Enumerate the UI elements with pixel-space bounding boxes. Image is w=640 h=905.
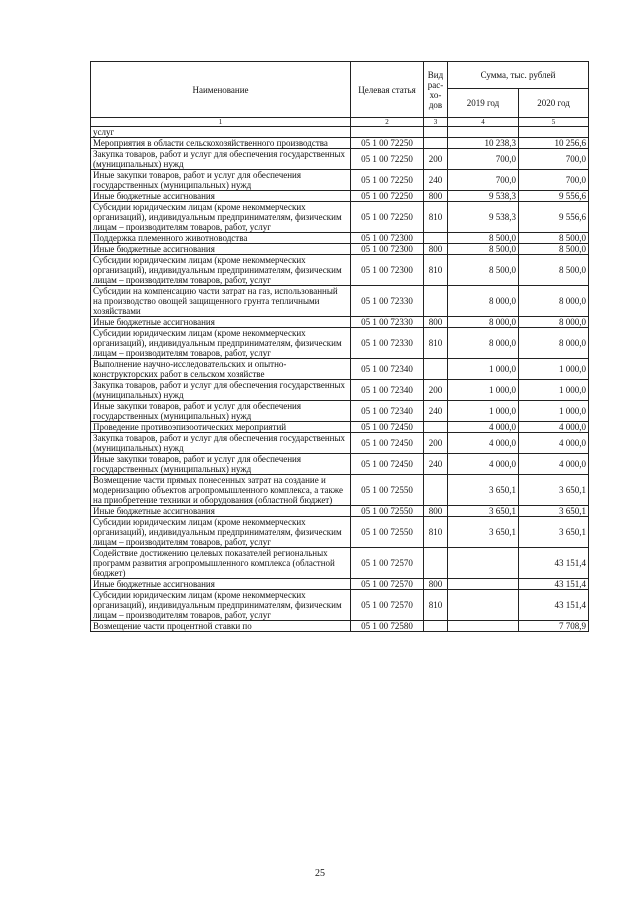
row-target-code: 05 1 00 72330: [351, 286, 424, 317]
table-row: [91, 191, 589, 202]
row-sum-2020: 1 000,0: [519, 380, 589, 401]
column-number: 2: [351, 118, 424, 127]
table-row: [91, 255, 589, 286]
row-sum-2019: 4 000,0: [448, 433, 519, 454]
row-target-code: 05 1 00 72250: [351, 149, 424, 170]
row-sum-2020: 8 000,0: [519, 328, 589, 359]
row-sum-2020: 4 000,0: [519, 454, 589, 475]
page-number: 25: [315, 868, 325, 879]
row-sum-2019: 10 238,3: [448, 138, 519, 149]
table-row: [91, 317, 589, 328]
row-name: Закупка товаров, работ и услуг для обеспечения государственных (муниципальных) нужд: [91, 149, 351, 170]
row-sum-2019: 8 500,0: [448, 244, 519, 255]
row-sum-2020: 43 151,4: [519, 579, 589, 590]
row-sum-2020: 8 000,0: [519, 317, 589, 328]
row-sum-2019: 3 650,1: [448, 517, 519, 548]
budget-table-page: [90, 61, 588, 632]
row-sum-2019: 1 000,0: [448, 359, 519, 380]
table-row: [91, 621, 589, 632]
row-sum-2020: 700,0: [519, 149, 589, 170]
row-expense-type: [424, 359, 448, 380]
row-target-code: 05 1 00 72450: [351, 454, 424, 475]
row-target-code: 05 1 00 72550: [351, 506, 424, 517]
header-name: Наименование: [91, 62, 351, 118]
table-row: [91, 380, 589, 401]
row-expense-type: [424, 475, 448, 506]
row-sum-2020: 9 556,6: [519, 191, 589, 202]
row-target-code: 05 1 00 72250: [351, 191, 424, 202]
row-sum-2019: 700,0: [448, 149, 519, 170]
budget-table: [90, 61, 589, 632]
row-target-code: 05 1 00 72450: [351, 433, 424, 454]
row-sum-2020: [519, 127, 589, 138]
row-name: Субсидии юридическим лицам (кроме некоммерческих организаций), индивидуальным предпринимателям, физическим лицам – производителям товаров, работ, услуг: [91, 255, 351, 286]
table-header: [91, 62, 589, 127]
table-row: [91, 548, 589, 579]
header-vid-line: дов: [428, 99, 443, 110]
row-target-code: 05 1 00 72340: [351, 380, 424, 401]
row-target-code: 05 1 00 72300: [351, 255, 424, 286]
table-row: [91, 454, 589, 475]
row-name: Субсидии на компенсацию части затрат на газ, использованный на производство овощей защищенного грунта тепличными хозяйствами: [91, 286, 351, 317]
row-sum-2019: 8 500,0: [448, 255, 519, 286]
row-expense-type: 240: [424, 401, 448, 422]
row-sum-2019: [448, 579, 519, 590]
row-target-code: [351, 127, 424, 138]
row-expense-type: [424, 422, 448, 433]
row-name: Выполнение научно-исследовательских и опытно-конструкторских работ в сельском хозяйстве: [91, 359, 351, 380]
row-expense-type: [424, 621, 448, 632]
row-expense-type: 200: [424, 380, 448, 401]
row-expense-type: 800: [424, 244, 448, 255]
row-sum-2019: 8 000,0: [448, 317, 519, 328]
table-row: [91, 579, 589, 590]
row-name: Возмещение части прямых понесенных затрат на создание и модернизацию объектов агропромышленного комплекса, а также на приобретение техники и оборудования (областной бюджет): [91, 475, 351, 506]
row-target-code: 05 1 00 72250: [351, 202, 424, 233]
table-row: [91, 506, 589, 517]
row-expense-type: 240: [424, 170, 448, 191]
header-vid-line: хо-: [429, 89, 442, 100]
row-target-code: 05 1 00 72300: [351, 244, 424, 255]
row-target-code: 05 1 00 72580: [351, 621, 424, 632]
row-sum-2019: 3 650,1: [448, 475, 519, 506]
row-sum-2020: 4 000,0: [519, 422, 589, 433]
row-target-code: 05 1 00 72340: [351, 401, 424, 422]
row-sum-2019: 9 538,3: [448, 202, 519, 233]
row-name: Иные закупки товаров, работ и услуг для обеспечения государственных (муниципальных) нужд: [91, 454, 351, 475]
row-name: Иные бюджетные ассигнования: [91, 244, 351, 255]
row-sum-2019: 8 000,0: [448, 286, 519, 317]
row-name: Иные бюджетные ассигнования: [91, 191, 351, 202]
table-body: [91, 127, 589, 632]
row-name: Иные бюджетные ассигнования: [91, 317, 351, 328]
row-expense-type: 200: [424, 149, 448, 170]
row-target-code: 05 1 00 72570: [351, 548, 424, 579]
row-target-code: 05 1 00 72570: [351, 579, 424, 590]
row-name: Закупка товаров, работ и услуг для обеспечения государственных (муниципальных) нужд: [91, 380, 351, 401]
row-name: услуг: [91, 127, 351, 138]
row-sum-2020: 8 500,0: [519, 244, 589, 255]
header-year-2020: 2020 год: [519, 89, 589, 118]
row-name: Возмещение части процентной ставки по: [91, 621, 351, 632]
table-row: [91, 202, 589, 233]
row-target-code: 05 1 00 72570: [351, 590, 424, 621]
row-sum-2020: 700,0: [519, 170, 589, 191]
row-target-code: 05 1 00 72330: [351, 328, 424, 359]
row-name: Субсидии юридическим лицам (кроме некоммерческих организаций), индивидуальным предпринимателям, физическим лицам – производителям товаров, работ, услуг: [91, 202, 351, 233]
column-number: 3: [424, 118, 448, 127]
row-expense-type: 800: [424, 191, 448, 202]
column-number: 1: [91, 118, 351, 127]
table-row: [91, 422, 589, 433]
row-sum-2019: 1 000,0: [448, 380, 519, 401]
table-row: [91, 170, 589, 191]
row-expense-type: [424, 233, 448, 244]
row-name: Иные бюджетные ассигнования: [91, 579, 351, 590]
row-sum-2019: 8 500,0: [448, 233, 519, 244]
row-name: Поддержка племенного животноводства: [91, 233, 351, 244]
header-year-2019: 2019 год: [448, 89, 519, 118]
row-expense-type: 810: [424, 328, 448, 359]
row-sum-2020: 10 256,6: [519, 138, 589, 149]
header-vid-line: Вид: [427, 69, 444, 80]
row-sum-2019: 700,0: [448, 170, 519, 191]
table-row: [91, 149, 589, 170]
header-code: Целевая статья: [351, 62, 424, 118]
row-target-code: 05 1 00 72550: [351, 475, 424, 506]
row-sum-2020: 43 151,4: [519, 548, 589, 579]
row-name: Субсидии юридическим лицам (кроме некоммерческих организаций), индивидуальным предпринимателям, физическим лицам – производителям товаров, работ, услуг: [91, 590, 351, 621]
row-sum-2019: 8 000,0: [448, 328, 519, 359]
table-row: [91, 517, 589, 548]
row-sum-2019: 3 650,1: [448, 506, 519, 517]
table-row: [91, 328, 589, 359]
row-sum-2020: 8 500,0: [519, 255, 589, 286]
row-sum-2020: 3 650,1: [519, 475, 589, 506]
table-row: [91, 433, 589, 454]
table-row: [91, 359, 589, 380]
row-name: Закупка товаров, работ и услуг для обеспечения государственных (муниципальных) нужд: [91, 433, 351, 454]
table-row: [91, 590, 589, 621]
row-sum-2020: 8 500,0: [519, 233, 589, 244]
row-name: Иные закупки товаров, работ и услуг для обеспечения государственных (муниципальных) нужд: [91, 401, 351, 422]
header-vid: [424, 62, 448, 118]
row-expense-type: 810: [424, 590, 448, 621]
table-row: [91, 286, 589, 317]
row-target-code: 05 1 00 72250: [351, 138, 424, 149]
row-target-code: 05 1 00 72550: [351, 517, 424, 548]
table-row: [91, 138, 589, 149]
row-expense-type: [424, 548, 448, 579]
row-expense-type: [424, 138, 448, 149]
row-target-code: 05 1 00 72250: [351, 170, 424, 191]
row-expense-type: 810: [424, 202, 448, 233]
row-expense-type: 800: [424, 506, 448, 517]
table-row: [91, 244, 589, 255]
row-sum-2020: 7 708,9: [519, 621, 589, 632]
table-row: [91, 401, 589, 422]
row-target-code: 05 1 00 72300: [351, 233, 424, 244]
row-expense-type: [424, 286, 448, 317]
row-name: Иные закупки товаров, работ и услуг для обеспечения государственных (муниципальных) нужд: [91, 170, 351, 191]
row-name: Субсидии юридическим лицам (кроме некоммерческих организаций), индивидуальным предпринимателям, физическим лицам – производителям товаров, работ, услуг: [91, 328, 351, 359]
row-expense-type: 800: [424, 317, 448, 328]
row-sum-2019: 4 000,0: [448, 422, 519, 433]
row-expense-type: 240: [424, 454, 448, 475]
table-row: [91, 233, 589, 244]
row-name: Проведение противоэпизоотических мероприятий: [91, 422, 351, 433]
row-sum-2020: 3 650,1: [519, 506, 589, 517]
row-sum-2020: 8 000,0: [519, 286, 589, 317]
row-name: Содействие достижению целевых показателей региональных программ развития агропромышленного комплекса (областной бюджет): [91, 548, 351, 579]
table-row: [91, 127, 589, 138]
row-expense-type: 810: [424, 255, 448, 286]
row-target-code: 05 1 00 72450: [351, 422, 424, 433]
row-sum-2020: 1 000,0: [519, 359, 589, 380]
row-expense-type: 810: [424, 517, 448, 548]
row-expense-type: 200: [424, 433, 448, 454]
row-sum-2020: 9 556,6: [519, 202, 589, 233]
row-name: Субсидии юридическим лицам (кроме некоммерческих организаций), индивидуальным предпринимателям, физическим лицам – производителям товаров, работ, услуг: [91, 517, 351, 548]
table-row: [91, 475, 589, 506]
row-sum-2020: 43 151,4: [519, 590, 589, 621]
row-sum-2019: [448, 127, 519, 138]
column-number: 4: [448, 118, 519, 127]
row-expense-type: 800: [424, 579, 448, 590]
column-number: 5: [519, 118, 589, 127]
row-sum-2020: 3 650,1: [519, 517, 589, 548]
header-vid-line: рас-: [427, 79, 444, 90]
row-sum-2020: 1 000,0: [519, 401, 589, 422]
row-sum-2019: 1 000,0: [448, 401, 519, 422]
row-sum-2020: 4 000,0: [519, 433, 589, 454]
row-target-code: 05 1 00 72340: [351, 359, 424, 380]
row-sum-2019: [448, 548, 519, 579]
row-name: Иные бюджетные ассигнования: [91, 506, 351, 517]
row-sum-2019: 9 538,3: [448, 191, 519, 202]
row-sum-2019: 4 000,0: [448, 454, 519, 475]
row-name: Мероприятия в области сельскохозяйственного производства: [91, 138, 351, 149]
row-target-code: 05 1 00 72330: [351, 317, 424, 328]
header-sum: Сумма, тыс. рублей: [448, 62, 589, 89]
row-sum-2019: [448, 621, 519, 632]
row-sum-2019: [448, 590, 519, 621]
row-expense-type: [424, 127, 448, 138]
